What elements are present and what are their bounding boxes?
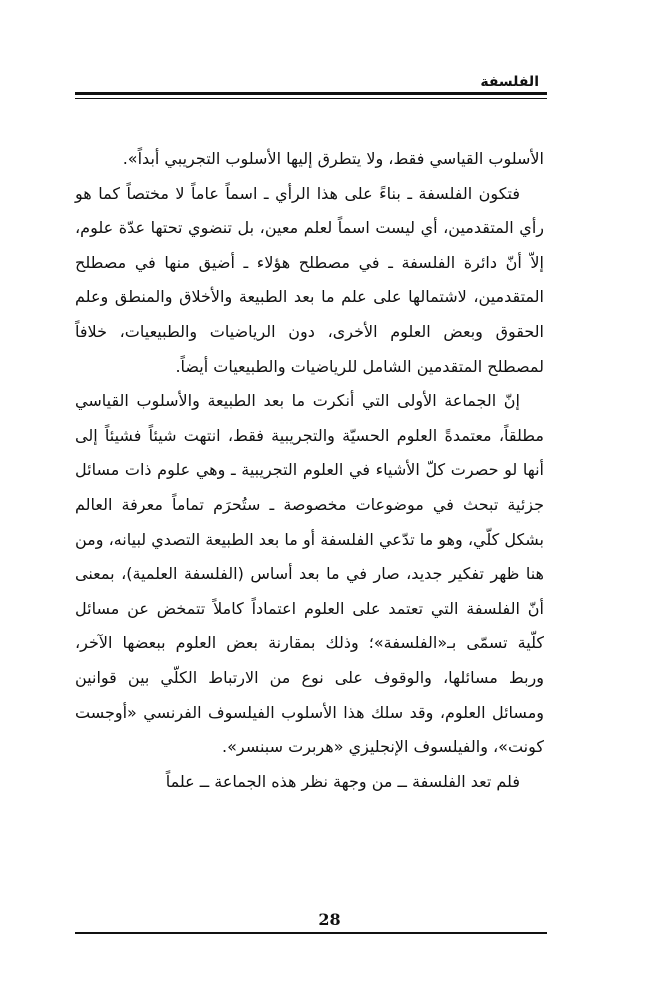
header-rule-thin <box>75 98 547 99</box>
page-body <box>75 142 544 799</box>
paragraph-1: الأسلوب القياسي فقط، ولا يتطرق إليها الأسلوب التجريبي أبداً». <box>122 149 544 168</box>
paragraph-2: فتكون الفلسفة ـ بناءً على هذا الرأي ـ اسماً عاماً لا مختصاً كما هو رأي المتقدمين، أي ليست اسماً لعلم معين، بل تنضوي تحتها عدّة علوم، إلاّ أنّ دائرة الفلسفة ـ في مصطلح هؤلاء ـ أضيق منها في مصطلح المتقدمين، لاشتمالها على علم ما بعد الطبيعة والأخلاق والمنطق وعلم الحقوق وبعض العلوم الأخرى، دون الرياضيات والطبيعيات، خلافاً لمصطلح المتقدمين الشامل للرياضيات والطبيعيات أيضاً. <box>75 183 544 376</box>
paragraph-3: إنّ الجماعة الأولى التي أنكرت ما بعد الطبيعة والأسلوب القياسي مطلقاً، معتمدةً العلوم الحسيّة والتجريبية فقط، انتهت شيئاً فشيئاً إلى أنها لو حصرت كلّ الأشياء في العلوم التجريبية ـ وهي علوم ذات مسائل جزئية تبحث في موضوعات مخصوصة ـ ستُحرَم تماماً معرفة العالم بشكل كلّي، وهو ما تدّعي الفلسفة أو ما بعد الطبيعة التصدي لبيانه، ومن هنا ظهر تفكير جديد، صار في ما بعد أساس (الفلسفة العلمية)، بمعنى أنّ الفلسفة التي تعتمد على العلوم اعتماداً كاملاً تتمخض عن مسائل كلّية تسمّى بـ«الفلسفة»؛ وذلك بمقارنة بعض العلوم ببعضها الآخر، وربط مسائلها، والوقوف على نوع من الارتباط الكلّي بين قوانين ومسائل العلوم، وقد سلك هذا الأسلوب الفيلسوف الفرنسي «أوجست كونت»، والفيلسوف الإنجليزي «هربرت سبنسر». <box>75 391 544 757</box>
header-rule-thick <box>75 92 547 95</box>
running-header-title: الفلسفة <box>480 74 539 90</box>
paragraph-4: فلم تعد الفلسفة ــ من وجهة نظر هذه الجماعة ــ علماً <box>165 771 520 791</box>
page-number: 28 <box>318 910 341 929</box>
footer-rule <box>75 932 547 934</box>
